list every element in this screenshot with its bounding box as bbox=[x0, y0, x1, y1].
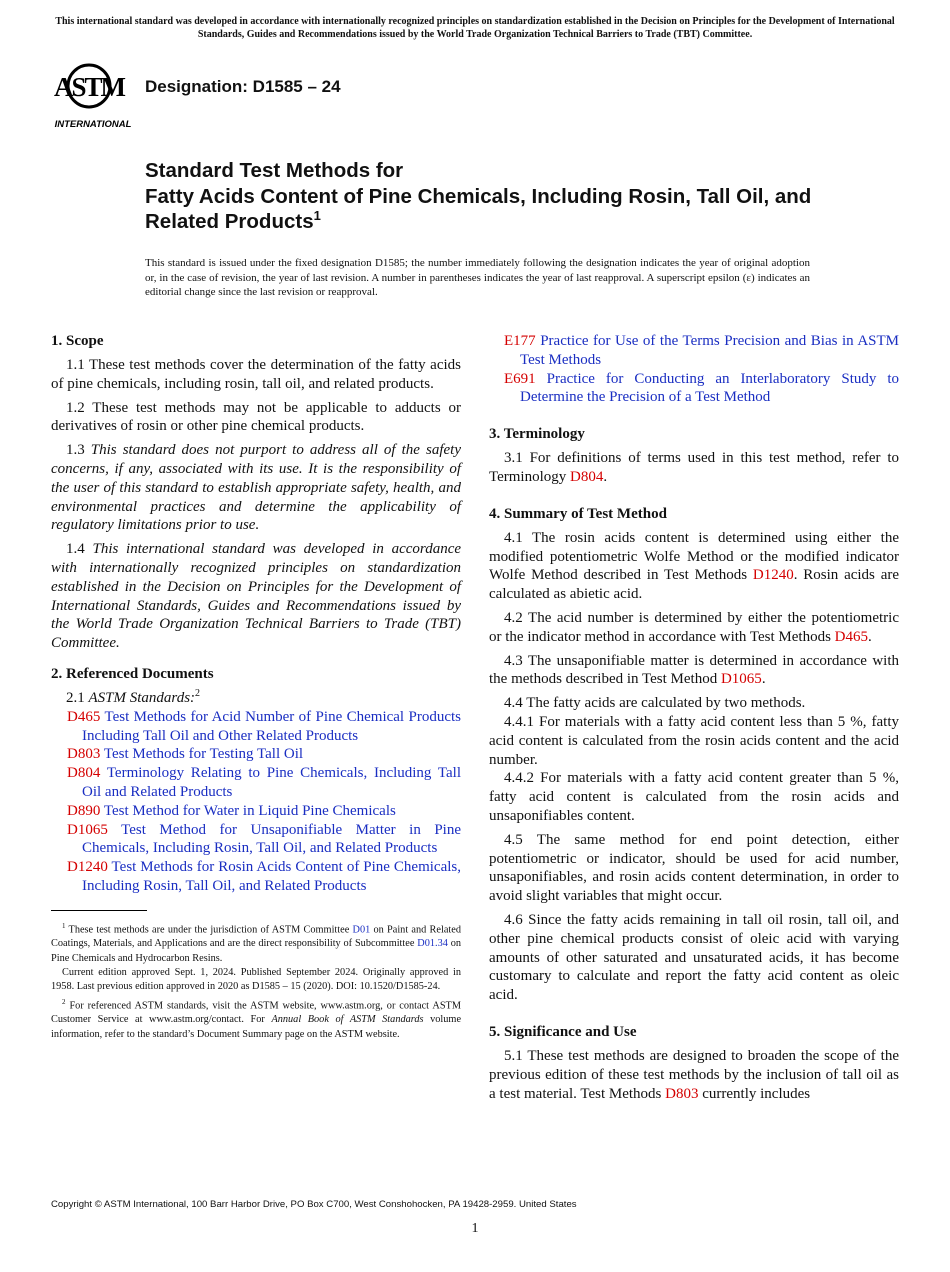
copyright-notice: Copyright © ASTM International, 100 Barr Harbor Drive, PO Box C700, West Conshohocken, PA 19428-2959. United States bbox=[51, 1199, 577, 1210]
edition-note: Current edition approved Sept. 1, 2024. Published September 2024. Originally approved in 1958. Last previous edition approved in 2020 as D1585 – 15 (2020). DOI: 10.1520/D1585-24. bbox=[51, 967, 461, 993]
para-1-4: 1.4 This international standard was developed in accordance with internationally recognized principles on standardization established in the Decision on Principles for the Development of International Standards, Guides and Recommendations issued by the World Trade Organization Technical Barriers to Trade (TBT) Committee. bbox=[51, 541, 462, 652]
para-4-4: 4.4 The fatty acids are calculated by two methods. bbox=[504, 695, 806, 712]
right-column bbox=[489, 332, 899, 1108]
para-1-1: 1.1 These test methods cover the determination of the fatty acids of pine chemicals, including rosin, tall oil, and related products. bbox=[51, 357, 461, 392]
section-heading-significance: 5. Significance and Use bbox=[489, 1023, 637, 1040]
reference-item[interactable]: D1065 Test Method for Unsaponifiable Matter in Pine Chemicals, Including Rosin, Tall Oil, and Related Products bbox=[67, 821, 461, 857]
title-footnote-mark: 1 bbox=[313, 208, 321, 224]
para-4-4-2: 4.4.2 For materials with a fatty acid content greater than 5 %, fatty acid content is calculated from the rosin acids and unsaponifiables content. bbox=[489, 770, 899, 824]
page-number: 1 bbox=[471, 1221, 479, 1236]
title-line-2: Fatty Acids Content of Pine Chemicals, Including Rosin, Tall Oil, and Related Products$^1$ bbox=[145, 184, 812, 233]
d1065-link[interactable]: D1065 bbox=[720, 671, 762, 688]
para-4-6: 4.6 Since the fatty acids remaining in tall oil rosin, tall oil, and other pine chemical products consist of oleic acid with varying amounts of other saturated and unsaturated acids, it has become customary to calculate and report the fatty acid content as oleic acid. bbox=[489, 911, 899, 1004]
astm-logo bbox=[53, 56, 135, 130]
para-4-1: 4.1 The rosin acids content is determined using either the modified potentiometric Wolfe Method or the modified indicator Wolfe Method described in Test Methods D1240. Rosin acids are calculated as abietic acid. bbox=[489, 529, 899, 603]
para-2-1: 2.1 ASTM Standards:$^2$ bbox=[66, 687, 201, 706]
para-4-3: 4.3 The unsaponifiable matter is determined in accordance with the methods described in Test Method D1065. bbox=[489, 652, 899, 688]
subcommittee-link[interactable]: D01.34 bbox=[417, 938, 448, 950]
svg-text:INTERNATIONAL: INTERNATIONAL bbox=[54, 119, 132, 130]
reference-item[interactable]: D1240 Test Methods for Rosin Acids Content of Pine Chemicals, Including Rosin, Tall Oil, and Related Products bbox=[67, 859, 461, 894]
para-5-1: 5.1 These test methods are designed to broaden the scope of the previous edition of these test methods by the inclusion of tall oil as a test material. Test Methods D803 currently includes bbox=[489, 1047, 899, 1102]
committee-link[interactable]: D01 bbox=[352, 924, 371, 936]
para-1-3: 1.3 This standard does not purport to address all of the safety concerns, if any, associated with its use. It is the responsibility of the user of this standard to establish appropriate safety, health, and environmental practices and determine the applicability of regulatory limitations prior to use. bbox=[51, 442, 461, 534]
document-title bbox=[145, 158, 845, 235]
svg-text:ASTM: ASTM bbox=[53, 72, 125, 102]
footnote-rule bbox=[51, 910, 147, 911]
reference-item[interactable]: E691 Practice for Conducting an Interlaboratory Study to Determine the Precision of a Test Method bbox=[504, 370, 899, 406]
section-heading-referenced: 2. Referenced Documents bbox=[51, 665, 214, 682]
d804-link[interactable]: D804 bbox=[570, 468, 604, 485]
section-heading-summary: 4. Summary of Test Method bbox=[489, 505, 667, 522]
issued-note: This standard is issued under the fixed designation D1585; the number immediately following the designation indicates the year of original adoption or, in the case of revision, the year of last revision. A number in parentheses indicates the year of last reapproval. A superscript epsilon (ε) indicates an editorial change since the last revision or reapproval. bbox=[145, 257, 810, 298]
para-3-1: 3.1 For definitions of terms used in this test method, refer to Terminology D804. bbox=[489, 450, 899, 485]
d465-link[interactable]: D465 bbox=[834, 628, 869, 645]
section-heading-terminology: 3. Terminology bbox=[489, 426, 585, 443]
reference-item[interactable]: D465 Test Methods for Acid Number of Pine Chemical Products Including Tall Oil and Other Related Products bbox=[67, 708, 461, 744]
para-1-2: 1.2 These test methods may not be applicable to adducts or derivatives of rosin or other pine chemical products. bbox=[51, 399, 461, 435]
section-heading-scope: 1. Scope bbox=[51, 333, 104, 349]
d1240-link[interactable]: D1240 bbox=[752, 567, 794, 584]
reference-item[interactable]: D804 Terminology Relating to Pine Chemicals, Including Tall Oil and Related Products bbox=[67, 765, 461, 800]
left-column bbox=[51, 332, 461, 1042]
d803-link[interactable]: D803 bbox=[665, 1085, 699, 1102]
title-line-1: Standard Test Methods for bbox=[145, 159, 404, 182]
reference-item[interactable]: D890 Test Method for Water in Liquid Pine Chemicals bbox=[67, 802, 396, 819]
footnote-2: $^2$ For referenced ASTM standards, visit the ASTM website, www.astm.org, or contact ASTM Customer Service at www.astm.org/contact. For Annual Book of ASTM Standards volume information, refer to the standard’s Document Summary page on the ASTM website. bbox=[51, 997, 462, 1040]
footnote-1: $^1$ These test methods are under the jurisdiction of ASTM Committee D01 on Paint and Related Coatings, Materials, and Applications and are the direct responsibility of Subcommittee D01.34 on Pine Chemicals and Hydrocarbon Resins. bbox=[51, 921, 461, 964]
tbt-notice: This international standard was developed in accordance with internationally recognized principles on standardization established in the Decision on Principles for the Development of International Standards, Guides and Recommendations issued by the World Trade Organization Technical Barriers to Trade (TBT) Committee. bbox=[55, 16, 895, 40]
reference-item[interactable]: E177 Practice for Use of the Terms Precision and Bias in ASTM Test Methods bbox=[504, 333, 900, 368]
designation: Designation: D1585 – 24 bbox=[145, 77, 341, 96]
para-4-4-1: 4.4.1 For materials with a fatty acid content less than 5 %, fatty acid content is calculated from the rosin acids content and the acid number. bbox=[489, 713, 899, 768]
reference-item[interactable]: D803 Test Methods for Testing Tall Oil bbox=[67, 746, 304, 763]
para-4-2: 4.2 The acid number is determined by either the potentiometric or the indicator method in accordance with Test Methods D465. bbox=[489, 609, 899, 645]
para-4-5: 4.5 The same method for end point detection, either potentiometric or indicator, should be used for acid number, unsaponifiables, and rosin acids content determination, in order to avoid slight variables that might occur. bbox=[489, 831, 899, 905]
